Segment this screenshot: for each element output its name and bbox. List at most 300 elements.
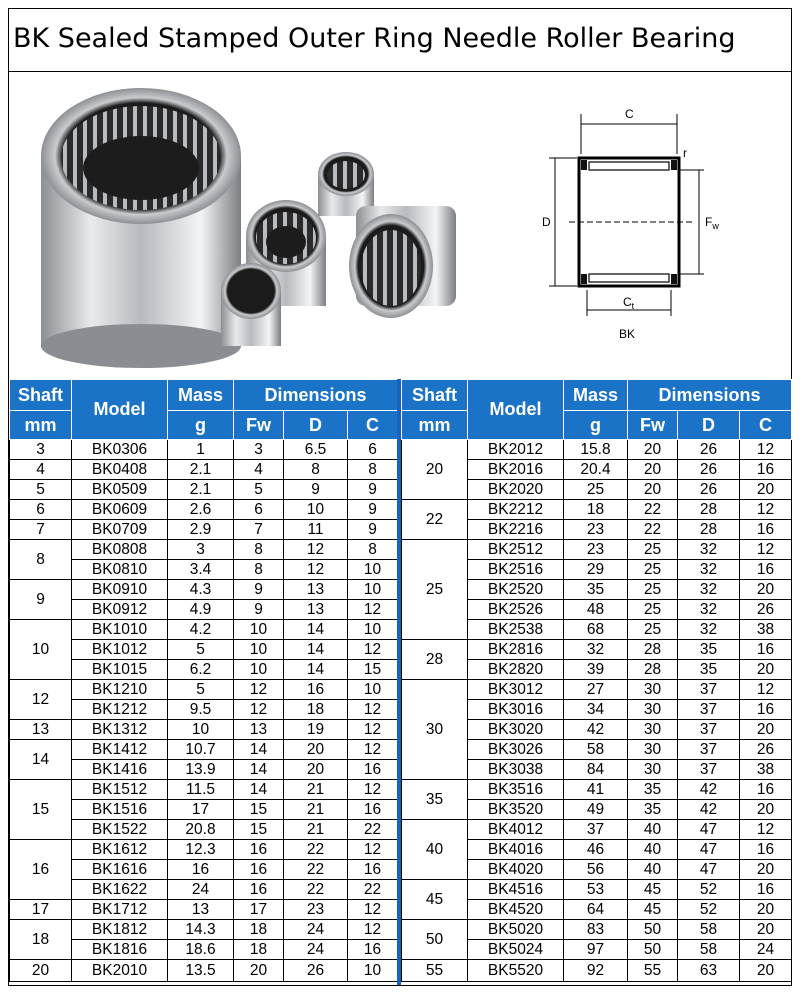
- fw-cell: 20: [628, 440, 678, 460]
- mass-cell: 16: [168, 860, 234, 880]
- c-cell: 9: [348, 520, 398, 540]
- d-cell: 22: [284, 860, 348, 880]
- mass-cell: 46: [564, 840, 628, 860]
- bearing-photo: [21, 86, 461, 386]
- d-cell: 32: [678, 620, 740, 640]
- model-cell: BK3038: [468, 760, 564, 780]
- d-cell: 32: [678, 560, 740, 580]
- header-d: D: [284, 411, 348, 440]
- model-cell: BK1015: [72, 660, 168, 680]
- mass-cell: 49: [564, 800, 628, 820]
- fw-cell: 50: [628, 940, 678, 960]
- fw-cell: 22: [628, 520, 678, 540]
- fw-cell: 17: [234, 900, 284, 920]
- model-cell: BK3020: [468, 720, 564, 740]
- model-cell: BK4012: [468, 820, 564, 840]
- right-bearing-needles: [361, 230, 421, 306]
- fw-cell: 3: [234, 440, 284, 460]
- mass-cell: 83: [564, 920, 628, 940]
- table-row: [402, 680, 792, 700]
- shaft-cell: 13: [10, 720, 72, 740]
- header-model: Model: [468, 380, 564, 440]
- shaft-cell: 15: [10, 780, 72, 840]
- c-cell: 16: [740, 460, 792, 480]
- fw-cell: 8: [234, 560, 284, 580]
- mass-cell: 27: [564, 680, 628, 700]
- header-mass: Mass: [564, 380, 628, 411]
- fw-cell: 40: [628, 840, 678, 860]
- mass-cell: 35: [564, 580, 628, 600]
- model-cell: BK2520: [468, 580, 564, 600]
- d-cell: 24: [284, 940, 348, 960]
- header-c: C: [348, 411, 398, 440]
- medium-bearing-bore: [266, 226, 306, 258]
- model-cell: BK1512: [72, 780, 168, 800]
- model-cell: BK3026: [468, 740, 564, 760]
- model-cell: BK0408: [72, 460, 168, 480]
- model-cell: BK0808: [72, 540, 168, 560]
- c-cell: 8: [348, 460, 398, 480]
- model-cell: BK0509: [72, 480, 168, 500]
- header-fw: Fw: [234, 411, 284, 440]
- mass-cell: 18.6: [168, 940, 234, 960]
- model-cell: BK2816: [468, 640, 564, 660]
- header-mass-unit: g: [564, 411, 628, 440]
- fw-cell: 40: [628, 860, 678, 880]
- model-cell: BK1012: [72, 640, 168, 660]
- fw-cell: 22: [628, 500, 678, 520]
- d-cell: 6.5: [284, 440, 348, 460]
- d-cell: 20: [284, 740, 348, 760]
- model-cell: BK1616: [72, 860, 168, 880]
- model-cell: BK0609: [72, 500, 168, 520]
- shaft-cell: 6: [10, 500, 72, 520]
- d-cell: 28: [678, 500, 740, 520]
- fw-cell: 45: [628, 880, 678, 900]
- d-cell: 13: [284, 600, 348, 620]
- model-cell: BK3516: [468, 780, 564, 800]
- d-cell: 47: [678, 820, 740, 840]
- fw-cell: 12: [234, 680, 284, 700]
- model-cell: BK5020: [468, 920, 564, 940]
- model-cell: BK2020: [468, 480, 564, 500]
- figure-area: [9, 72, 791, 378]
- mass-cell: 39: [564, 660, 628, 680]
- c-cell: 10: [348, 680, 398, 700]
- mass-cell: 32: [564, 640, 628, 660]
- model-cell: BK0912: [72, 600, 168, 620]
- fw-cell: 15: [234, 800, 284, 820]
- mass-cell: 64: [564, 900, 628, 920]
- header-fw: Fw: [628, 411, 678, 440]
- model-cell: BK1712: [72, 900, 168, 920]
- fw-cell: 16: [234, 840, 284, 860]
- mass-cell: 25: [564, 480, 628, 500]
- mass-cell: 2.1: [168, 480, 234, 500]
- model-cell: BK1210: [72, 680, 168, 700]
- mass-cell: 29: [564, 560, 628, 580]
- shaft-cell: 4: [10, 460, 72, 480]
- shaft-cell: 14: [10, 740, 72, 780]
- header-d: D: [678, 411, 740, 440]
- d-cell: 13: [284, 580, 348, 600]
- model-cell: BK1010: [72, 620, 168, 640]
- fw-cell: 5: [234, 480, 284, 500]
- fw-cell: 40: [628, 820, 678, 840]
- d-cell: 8: [284, 460, 348, 480]
- fw-cell: 16: [234, 860, 284, 880]
- d-cell: 52: [678, 880, 740, 900]
- c-cell: 9: [348, 500, 398, 520]
- d-cell: 18: [284, 700, 348, 720]
- c-cell: 12: [348, 900, 398, 920]
- model-cell: BK1622: [72, 880, 168, 900]
- c-cell: 12: [740, 500, 792, 520]
- c-cell: 8: [348, 540, 398, 560]
- table-row: [10, 920, 398, 940]
- c-cell: 16: [740, 840, 792, 860]
- shaft-cell: 25: [402, 540, 468, 640]
- model-cell: BK2538: [468, 620, 564, 640]
- mass-cell: 3: [168, 540, 234, 560]
- table-row: [10, 440, 398, 460]
- label-ct: $C_t$: [623, 295, 635, 311]
- d-cell: 37: [678, 760, 740, 780]
- table-row: [10, 500, 398, 520]
- c-cell: 16: [740, 560, 792, 580]
- d-cell: 21: [284, 780, 348, 800]
- c-cell: 20: [740, 960, 792, 982]
- model-cell: BK2512: [468, 540, 564, 560]
- mass-cell: 23: [564, 540, 628, 560]
- d-cell: 42: [678, 800, 740, 820]
- header-dimensions: Dimensions: [234, 380, 398, 411]
- mass-cell: 20.4: [564, 460, 628, 480]
- shaft-cell: 18: [10, 920, 72, 960]
- fw-cell: 25: [628, 580, 678, 600]
- c-cell: 16: [740, 520, 792, 540]
- mass-cell: 97: [564, 940, 628, 960]
- fw-cell: 28: [628, 660, 678, 680]
- d-cell: 22: [284, 880, 348, 900]
- d-cell: 32: [678, 540, 740, 560]
- fw-cell: 18: [234, 920, 284, 940]
- fw-cell: 8: [234, 540, 284, 560]
- mass-cell: 17: [168, 800, 234, 820]
- shaft-cell: 5: [10, 480, 72, 500]
- d-cell: 32: [678, 600, 740, 620]
- c-cell: 9: [348, 480, 398, 500]
- model-cell: BK2820: [468, 660, 564, 680]
- d-cell: 52: [678, 900, 740, 920]
- shaft-cell: 45: [402, 880, 468, 920]
- model-cell: BK1522: [72, 820, 168, 840]
- c-cell: 12: [348, 700, 398, 720]
- mass-cell: 84: [564, 760, 628, 780]
- model-cell: BK0810: [72, 560, 168, 580]
- shaft-cell: 8: [10, 540, 72, 580]
- model-cell: BK0709: [72, 520, 168, 540]
- fw-cell: 6: [234, 500, 284, 520]
- d-cell: 26: [284, 960, 348, 982]
- d-cell: 47: [678, 840, 740, 860]
- c-cell: 20: [740, 580, 792, 600]
- model-cell: BK0306: [72, 440, 168, 460]
- diagram-caption: BK: [619, 327, 636, 341]
- spec-table-right-body: [402, 440, 792, 982]
- model-cell: BK4020: [468, 860, 564, 880]
- c-cell: 24: [740, 940, 792, 960]
- mass-cell: 14.3: [168, 920, 234, 940]
- c-cell: 10: [348, 620, 398, 640]
- model-cell: BK1312: [72, 720, 168, 740]
- shaft-cell: 10: [10, 620, 72, 680]
- label-fw: $F_w$: [705, 215, 719, 231]
- mass-cell: 4.3: [168, 580, 234, 600]
- d-cell: 58: [678, 920, 740, 940]
- fw-cell: 35: [628, 780, 678, 800]
- d-cell: 14: [284, 640, 348, 660]
- shaft-cell: 28: [402, 640, 468, 680]
- d-cell: 63: [678, 960, 740, 982]
- c-cell: 12: [348, 640, 398, 660]
- c-cell: 22: [348, 880, 398, 900]
- mass-cell: 10.7: [168, 740, 234, 760]
- table-row: [10, 580, 398, 600]
- d-cell: 35: [678, 660, 740, 680]
- c-cell: 20: [740, 480, 792, 500]
- table-row: [10, 460, 398, 480]
- mass-cell: 4.9: [168, 600, 234, 620]
- table-row: [402, 640, 792, 660]
- mass-cell: 10: [168, 720, 234, 740]
- c-cell: 16: [740, 700, 792, 720]
- c-cell: 38: [740, 620, 792, 640]
- c-cell: 20: [740, 720, 792, 740]
- fw-cell: 14: [234, 760, 284, 780]
- mass-cell: 42: [564, 720, 628, 740]
- mass-cell: 15.8: [564, 440, 628, 460]
- c-cell: 26: [740, 740, 792, 760]
- mass-cell: 4.2: [168, 620, 234, 640]
- fw-cell: 20: [234, 960, 284, 982]
- shaft-cell: 16: [10, 840, 72, 900]
- d-cell: 12: [284, 540, 348, 560]
- model-cell: BK0910: [72, 580, 168, 600]
- model-cell: BK2516: [468, 560, 564, 580]
- c-cell: 10: [348, 560, 398, 580]
- d-cell: 14: [284, 620, 348, 640]
- d-cell: 21: [284, 800, 348, 820]
- fw-cell: 50: [628, 920, 678, 940]
- mass-cell: 12.3: [168, 840, 234, 860]
- c-cell: 20: [740, 920, 792, 940]
- fw-cell: 10: [234, 620, 284, 640]
- fw-cell: 13: [234, 720, 284, 740]
- small-bottom-bearing: [221, 263, 281, 346]
- d-cell: 22: [284, 840, 348, 860]
- mass-cell: 53: [564, 880, 628, 900]
- d-cell: 26: [678, 480, 740, 500]
- table-row: [10, 900, 398, 920]
- model-cell: BK4516: [468, 880, 564, 900]
- c-cell: 26: [740, 600, 792, 620]
- label-c: C: [625, 107, 634, 121]
- table-row: [402, 540, 792, 560]
- table-row: [402, 780, 792, 800]
- table-row: [10, 840, 398, 860]
- fw-cell: 30: [628, 740, 678, 760]
- fw-cell: 9: [234, 580, 284, 600]
- header-mass-unit: g: [168, 411, 234, 440]
- d-cell: 19: [284, 720, 348, 740]
- fw-cell: 30: [628, 680, 678, 700]
- shaft-cell: 20: [402, 440, 468, 500]
- fw-cell: 10: [234, 660, 284, 680]
- spec-table-left-body: [10, 440, 398, 982]
- fw-cell: 20: [628, 460, 678, 480]
- header-shaft: Shaft: [402, 380, 468, 411]
- table-row: [402, 440, 792, 460]
- c-cell: 20: [740, 860, 792, 880]
- shaft-cell: 35: [402, 780, 468, 820]
- c-cell: 10: [348, 580, 398, 600]
- mass-cell: 9.5: [168, 700, 234, 720]
- c-cell: 10: [348, 960, 398, 982]
- shaft-cell: 17: [10, 900, 72, 920]
- c-cell: 12: [348, 600, 398, 620]
- table-row: [402, 820, 792, 840]
- mass-cell: 56: [564, 860, 628, 880]
- model-cell: BK2010: [72, 960, 168, 982]
- header-shaft-unit: mm: [402, 411, 468, 440]
- mass-cell: 18: [564, 500, 628, 520]
- model-cell: BK1412: [72, 740, 168, 760]
- c-cell: 16: [348, 800, 398, 820]
- model-cell: BK3520: [468, 800, 564, 820]
- d-cell: 35: [678, 640, 740, 660]
- table-row: [10, 680, 398, 700]
- page-title: BK Sealed Stamped Outer Ring Needle Roller Bearing: [13, 23, 736, 54]
- d-cell: 14: [284, 660, 348, 680]
- model-cell: BK3012: [468, 680, 564, 700]
- mass-cell: 13.9: [168, 760, 234, 780]
- c-cell: 12: [740, 680, 792, 700]
- fw-cell: 15: [234, 820, 284, 840]
- c-cell: 16: [740, 780, 792, 800]
- table-row: [402, 920, 792, 940]
- d-cell: 12: [284, 560, 348, 580]
- mass-cell: 37: [564, 820, 628, 840]
- mass-cell: 5: [168, 640, 234, 660]
- d-cell: 26: [678, 460, 740, 480]
- c-cell: 12: [348, 720, 398, 740]
- model-cell: BK2216: [468, 520, 564, 540]
- table-row: [10, 540, 398, 560]
- d-cell: 11: [284, 520, 348, 540]
- fw-cell: 7: [234, 520, 284, 540]
- c-cell: 20: [740, 660, 792, 680]
- mass-cell: 3.4: [168, 560, 234, 580]
- header-mass: Mass: [168, 380, 234, 411]
- c-cell: 6: [348, 440, 398, 460]
- d-cell: 37: [678, 700, 740, 720]
- model-cell: BK1816: [72, 940, 168, 960]
- shaft-cell: 20: [10, 960, 72, 982]
- model-cell: BK2526: [468, 600, 564, 620]
- c-cell: 12: [348, 920, 398, 940]
- d-cell: 9: [284, 480, 348, 500]
- model-cell: BK3016: [468, 700, 564, 720]
- d-cell: 26: [678, 440, 740, 460]
- model-cell: BK1612: [72, 840, 168, 860]
- d-cell: 37: [678, 680, 740, 700]
- model-cell: BK1212: [72, 700, 168, 720]
- spec-table-left: [9, 379, 398, 982]
- header-shaft: Shaft: [10, 380, 72, 411]
- model-cell: BK1516: [72, 800, 168, 820]
- label-d: D: [542, 215, 551, 229]
- fw-cell: 35: [628, 800, 678, 820]
- shaft-cell: 40: [402, 820, 468, 880]
- c-cell: 15: [348, 660, 398, 680]
- c-cell: 12: [348, 840, 398, 860]
- mass-cell: 68: [564, 620, 628, 640]
- d-cell: 47: [678, 860, 740, 880]
- mass-cell: 2.6: [168, 500, 234, 520]
- d-cell: 37: [678, 740, 740, 760]
- c-cell: 12: [740, 820, 792, 840]
- model-cell: BK1416: [72, 760, 168, 780]
- fw-cell: 45: [628, 900, 678, 920]
- c-cell: 12: [348, 740, 398, 760]
- header-dimensions: Dimensions: [628, 380, 792, 411]
- table-row: [10, 960, 398, 982]
- d-cell: 42: [678, 780, 740, 800]
- spec-table-right: [401, 379, 792, 982]
- d-cell: 28: [678, 520, 740, 540]
- fw-cell: 9: [234, 600, 284, 620]
- fw-cell: 10: [234, 640, 284, 660]
- fw-cell: 14: [234, 780, 284, 800]
- fw-cell: 30: [628, 720, 678, 740]
- fw-cell: 25: [628, 620, 678, 640]
- c-cell: 16: [348, 860, 398, 880]
- fw-cell: 28: [628, 640, 678, 660]
- table-row: [10, 780, 398, 800]
- mass-cell: 23: [564, 520, 628, 540]
- fw-cell: 20: [628, 480, 678, 500]
- right-bearing: [349, 206, 456, 318]
- fw-cell: 25: [628, 600, 678, 620]
- d-cell: 20: [284, 760, 348, 780]
- d-cell: 37: [678, 720, 740, 740]
- shaft-cell: 55: [402, 960, 468, 982]
- shaft-cell: 9: [10, 580, 72, 620]
- fw-cell: 25: [628, 540, 678, 560]
- c-cell: 16: [740, 640, 792, 660]
- model-cell: BK5024: [468, 940, 564, 960]
- fw-cell: 25: [628, 560, 678, 580]
- d-cell: 23: [284, 900, 348, 920]
- model-cell: BK5520: [468, 960, 564, 982]
- d-cell: 24: [284, 920, 348, 940]
- mass-cell: 20.8: [168, 820, 234, 840]
- mass-cell: 6.2: [168, 660, 234, 680]
- shaft-cell: 50: [402, 920, 468, 960]
- mass-cell: 2.9: [168, 520, 234, 540]
- header-model: Model: [72, 380, 168, 440]
